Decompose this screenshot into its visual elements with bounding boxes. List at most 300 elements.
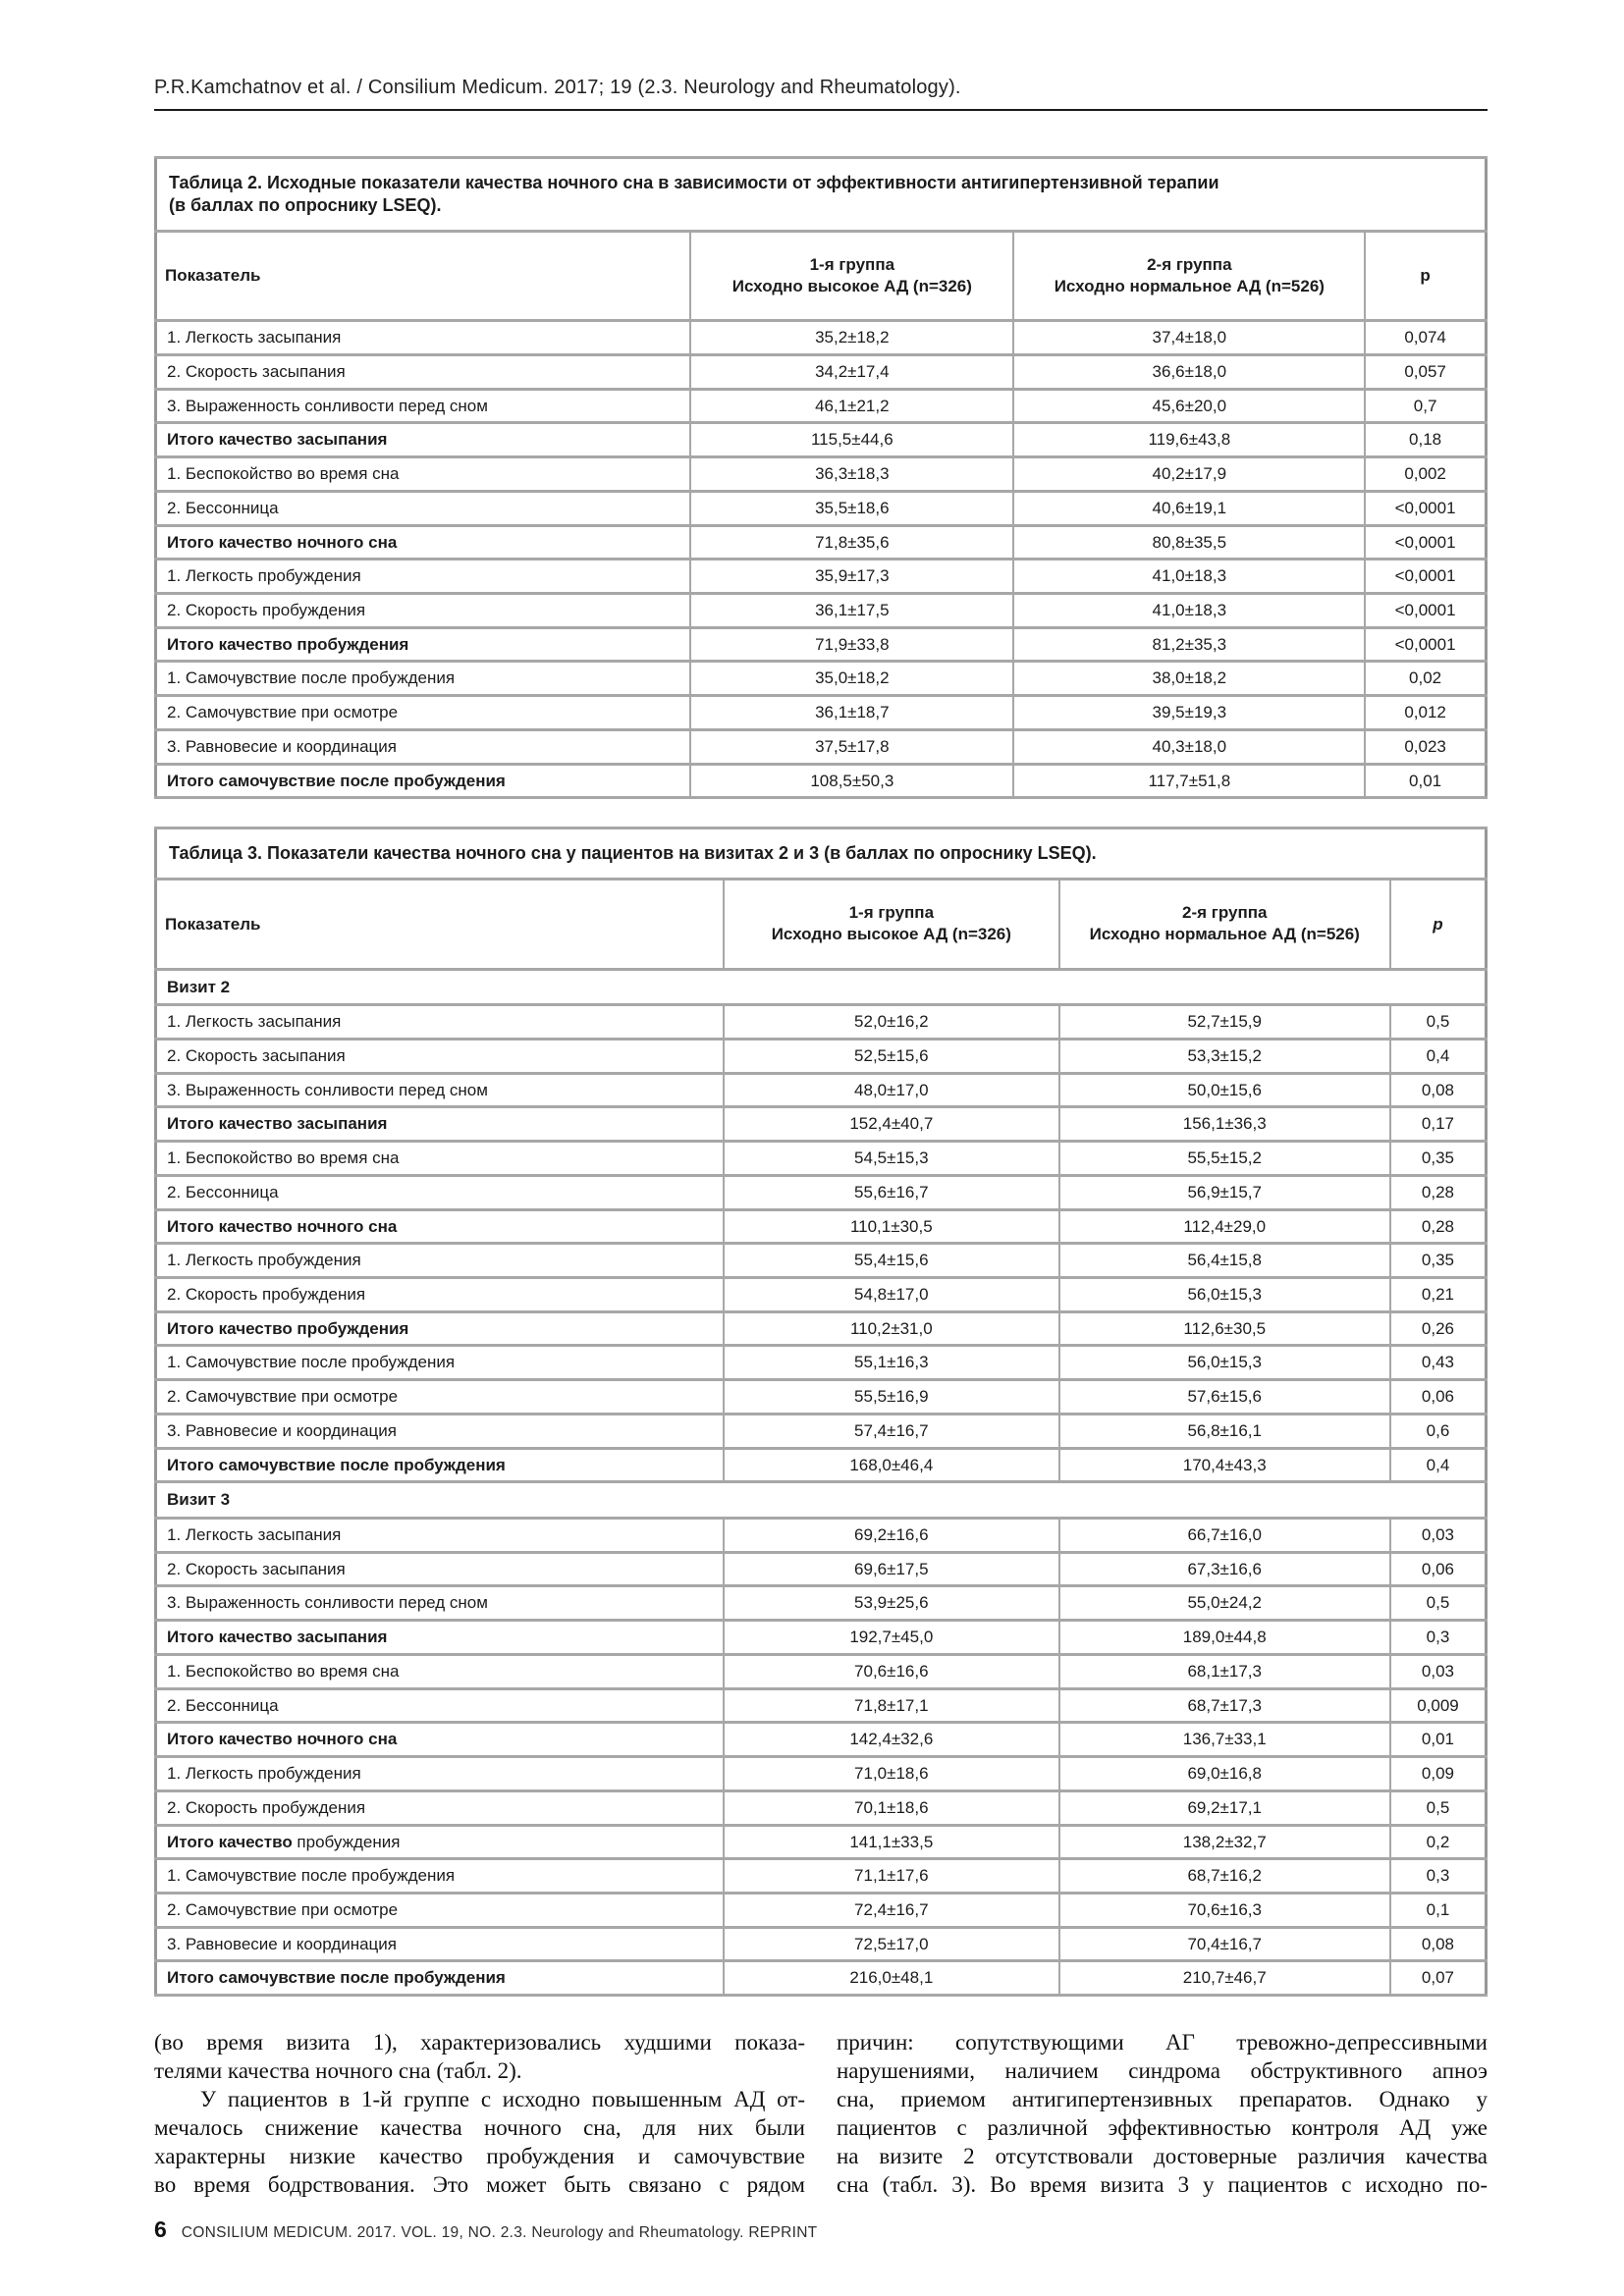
group2-value-cell: 69,2±17,1: [1059, 1790, 1390, 1825]
row-label: 1. Беспокойство во время сна: [167, 1661, 400, 1681]
table-row: [156, 1380, 1487, 1415]
column-header-indicator: Показатель: [156, 232, 691, 321]
group1-value-cell: 72,5±17,0: [724, 1927, 1058, 1961]
section-label-cell: Визит 3: [156, 1482, 1487, 1519]
row-label: 2. Бессонница: [167, 1182, 279, 1201]
group2-description: Исходно нормальное АД (n=526): [1089, 925, 1360, 944]
group2-value-cell: 40,2±17,9: [1013, 457, 1365, 492]
group1-value-cell: 110,1±30,5: [724, 1209, 1058, 1244]
row-label-cell: [156, 423, 691, 457]
p-value-cell: 0,4: [1390, 1448, 1487, 1482]
row-label-cell: [156, 1414, 725, 1448]
group2-value-cell: 117,7±51,8: [1013, 764, 1365, 798]
row-label: 2. Скорость засыпания: [167, 1045, 346, 1065]
p-value-cell: 0,2: [1390, 1825, 1487, 1859]
row-label: 3. Выраженность сонливости перед сном: [167, 1593, 488, 1613]
p-value-cell: <0,0001: [1365, 560, 1486, 594]
p-value-cell: <0,0001: [1365, 491, 1486, 525]
row-label: 2. Бессонница: [167, 498, 279, 517]
p-value-cell: 0,03: [1390, 1654, 1487, 1688]
row-label: 1. Легкость засыпания: [167, 1012, 342, 1032]
group2-value-cell: 170,4±43,3: [1059, 1448, 1390, 1482]
page-footer: [154, 2216, 817, 2243]
row-label-cell: [156, 1244, 725, 1278]
table-3-title-cell: [156, 828, 1487, 880]
p-value-cell: 0,5: [1390, 1586, 1487, 1621]
row-label-cell: [156, 1757, 725, 1791]
table-row: [156, 1448, 1487, 1482]
table-row: [156, 1414, 1487, 1448]
p-value-cell: 0,09: [1390, 1757, 1487, 1791]
table-row: [156, 389, 1487, 423]
group1-value-cell: 192,7±45,0: [724, 1621, 1058, 1655]
group2-value-cell: 210,7±46,7: [1059, 1961, 1390, 1996]
p-value-cell: <0,0001: [1365, 525, 1486, 560]
group2-value-cell: 119,6±43,8: [1013, 423, 1365, 457]
table-row: [156, 1893, 1487, 1927]
p-value-cell: 0,012: [1365, 696, 1486, 730]
table-row: [156, 1757, 1487, 1791]
group1-value-cell: 115,5±44,6: [690, 423, 1013, 457]
group2-value-cell: 55,0±24,2: [1059, 1586, 1390, 1621]
table-row: [156, 1790, 1487, 1825]
table-2-title-row: [156, 158, 1487, 232]
row-label-cell: [156, 1039, 725, 1073]
group1-value-cell: 152,4±40,7: [724, 1107, 1058, 1142]
column-header-group1: [724, 880, 1058, 969]
table-row: [156, 729, 1487, 764]
group2-value-cell: 36,6±18,0: [1013, 354, 1365, 389]
row-label: 1. Легкость пробуждения: [167, 1764, 361, 1784]
row-label: 2. Самочувствие при осмотре: [167, 1899, 399, 1919]
group1-value-cell: 55,1±16,3: [724, 1346, 1058, 1380]
row-label-cell: [156, 1448, 725, 1482]
table-row: [156, 696, 1487, 730]
table-row: [156, 1586, 1487, 1621]
p-value-cell: 0,43: [1390, 1346, 1487, 1380]
group1-value-cell: 168,0±46,4: [724, 1448, 1058, 1482]
group2-value-cell: 56,0±15,3: [1059, 1278, 1390, 1312]
group2-value-cell: 156,1±36,3: [1059, 1107, 1390, 1142]
row-label: Итого качество засыпания: [167, 1628, 388, 1647]
table-row: [156, 321, 1487, 355]
row-label-cell: [156, 560, 691, 594]
row-label: Итого качество ночного сна: [167, 532, 398, 552]
group1-value-cell: 55,5±16,9: [724, 1380, 1058, 1415]
table-row: [156, 1859, 1487, 1894]
group1-value-cell: 52,5±15,6: [724, 1039, 1058, 1073]
row-label-cell: [156, 1380, 725, 1415]
p-value-cell: 0,06: [1390, 1552, 1487, 1586]
page-number: 6: [154, 2216, 167, 2242]
row-label-cell: [156, 1893, 725, 1927]
table-2: [154, 156, 1488, 799]
row-label-cell: [156, 1278, 725, 1312]
table-row: [156, 1278, 1487, 1312]
column-header-indicator: Показатель: [156, 880, 725, 969]
group2-value-cell: 70,6±16,3: [1059, 1893, 1390, 1927]
table-row: [156, 1654, 1487, 1688]
p-value-cell: 0,08: [1390, 1073, 1487, 1107]
group1-value-cell: 69,2±16,6: [724, 1519, 1058, 1553]
row-label: 2. Скорость пробуждения: [167, 1797, 366, 1817]
table-row: [156, 457, 1487, 492]
row-label: 1. Самочувствие после пробуждения: [167, 1353, 456, 1372]
row-label: 2. Самочувствие при осмотре: [167, 1387, 399, 1407]
p-value-cell: 0,4: [1390, 1039, 1487, 1073]
row-label-cell: [156, 525, 691, 560]
p-value-cell: 0,5: [1390, 1005, 1487, 1040]
group1-value-cell: 70,1±18,6: [724, 1790, 1058, 1825]
row-label-cell: [156, 1209, 725, 1244]
group2-value-cell: 112,6±30,5: [1059, 1311, 1390, 1346]
p-value-cell: 0,02: [1365, 662, 1486, 696]
table-row: [156, 594, 1487, 628]
row-label-cell: [156, 1654, 725, 1688]
group2-value-cell: 68,1±17,3: [1059, 1654, 1390, 1688]
group1-value-cell: 71,0±18,6: [724, 1757, 1058, 1791]
p-value-cell: 0,6: [1390, 1414, 1487, 1448]
group1-value-cell: 71,1±17,6: [724, 1859, 1058, 1894]
p-value-cell: 0,023: [1365, 729, 1486, 764]
group1-name: 1-я группа: [809, 255, 895, 275]
row-label-cell: [156, 1005, 725, 1040]
group2-value-cell: 70,4±16,7: [1059, 1927, 1390, 1961]
group2-name: 2-я группа: [1147, 255, 1232, 275]
table-row: [156, 1825, 1487, 1859]
row-label: Итого качество засыпания: [167, 1114, 388, 1134]
body-text-line: характерны низкие качество пробуждения и самочувствие: [154, 2144, 805, 2169]
p-value-cell: 0,28: [1390, 1209, 1487, 1244]
p-value-cell: 0,01: [1390, 1723, 1487, 1757]
group1-value-cell: 35,5±18,6: [690, 491, 1013, 525]
row-label-cell: [156, 1107, 725, 1142]
table-section-row: [156, 969, 1487, 1005]
group1-value-cell: 37,5±17,8: [690, 729, 1013, 764]
row-label: 2. Скорость пробуждения: [167, 601, 366, 619]
p-value-cell: <0,0001: [1365, 594, 1486, 628]
row-label: Итого самочувствие после пробуждения: [167, 771, 506, 790]
row-label-cell: [156, 1790, 725, 1825]
table-title-line: Таблица 3. Показатели качества ночного сна у пациентов на визитах 2 и 3 (в баллах по опроснику LSEQ).: [169, 843, 1097, 864]
group1-value-cell: 36,1±17,5: [690, 594, 1013, 628]
group1-value-cell: 52,0±16,2: [724, 1005, 1058, 1040]
row-label-cell: [156, 729, 691, 764]
group1-value-cell: 35,0±18,2: [690, 662, 1013, 696]
header-rule: [154, 109, 1488, 111]
group1-value-cell: 34,2±17,4: [690, 354, 1013, 389]
table-row: [156, 1244, 1487, 1278]
group2-value-cell: 40,6±19,1: [1013, 491, 1365, 525]
row-label: 2. Скорость засыпания: [167, 361, 346, 381]
table-row: [156, 1039, 1487, 1073]
table-row: [156, 1311, 1487, 1346]
group1-value-cell: 54,5±15,3: [724, 1142, 1058, 1176]
p-value-cell: 0,35: [1390, 1142, 1487, 1176]
running-head: P.R.Kamchatnov et al. / Consilium Medicum. 2017; 19 (2.3. Neurology and Rheumatology).: [154, 77, 961, 98]
group2-value-cell: 56,8±16,1: [1059, 1414, 1390, 1448]
group1-value-cell: 108,5±50,3: [690, 764, 1013, 798]
table-row: [156, 1723, 1487, 1757]
p-value-cell: 0,18: [1365, 423, 1486, 457]
column-header-group2: [1059, 880, 1390, 969]
row-label-cell: [156, 1961, 725, 1996]
table-row: [156, 491, 1487, 525]
row-label-cell: [156, 1825, 725, 1859]
row-label: 1. Самочувствие после пробуждения: [167, 1866, 456, 1886]
table-3-title-row: [156, 828, 1487, 880]
row-label: 1. Беспокойство во время сна: [167, 1148, 400, 1168]
table-3: [154, 827, 1488, 1997]
group1-value-cell: 35,9±17,3: [690, 560, 1013, 594]
row-label: Итого качество пробуждения: [167, 1318, 409, 1338]
row-label-cell: [156, 491, 691, 525]
row-label-cell: [156, 1723, 725, 1757]
table-title-line: (в баллах по опроснику LSEQ).: [169, 195, 442, 216]
group1-value-cell: 48,0±17,0: [724, 1073, 1058, 1107]
group1-value-cell: 35,2±18,2: [690, 321, 1013, 355]
row-label: 3. Выраженность сонливости перед сном: [167, 396, 488, 415]
column-header-group1: [690, 232, 1013, 321]
p-value-cell: 0,002: [1365, 457, 1486, 492]
group2-description: Исходно нормальное АД (n=526): [1054, 277, 1325, 296]
group2-value-cell: 56,0±15,3: [1059, 1346, 1390, 1380]
row-label: 1. Легкость засыпания: [167, 328, 342, 347]
journal-footer-line: CONSILIUM MEDICUM. 2017. VOL. 19, NO. 2.3. Neurology and Rheumatology. REPRINT: [181, 2224, 818, 2241]
group2-value-cell: 112,4±29,0: [1059, 1209, 1390, 1244]
table-row: [156, 1073, 1487, 1107]
group1-value-cell: 110,2±31,0: [724, 1311, 1058, 1346]
body-text-line: мечалось снижение качества ночного сна, для них были: [154, 2115, 805, 2141]
page-content: [154, 0, 1488, 2199]
group2-value-cell: 69,0±16,8: [1059, 1757, 1390, 1791]
group2-value-cell: 57,6±15,6: [1059, 1380, 1390, 1415]
row-label-cell: [156, 389, 691, 423]
row-label: Итого самочувствие после пробуждения: [167, 1968, 506, 1988]
group1-value-cell: 36,1±18,7: [690, 696, 1013, 730]
row-label-cell: [156, 1073, 725, 1107]
p-value-cell: 0,35: [1390, 1244, 1487, 1278]
group2-value-cell: 37,4±18,0: [1013, 321, 1365, 355]
p-value-cell: 0,17: [1390, 1107, 1487, 1142]
row-label-cell: [156, 1552, 725, 1586]
group2-value-cell: 136,7±33,1: [1059, 1723, 1390, 1757]
p-value-cell: 0,08: [1390, 1927, 1487, 1961]
table-row: [156, 525, 1487, 560]
column-header-p-value: p: [1390, 880, 1487, 969]
p-value-cell: <0,0001: [1365, 627, 1486, 662]
p-value-cell: 0,3: [1390, 1859, 1487, 1894]
article-body: [154, 2028, 1488, 2199]
group2-value-cell: 67,3±16,6: [1059, 1552, 1390, 1586]
group2-value-cell: 80,8±35,5: [1013, 525, 1365, 560]
table-row: [156, 1621, 1487, 1655]
p-value-cell: 0,5: [1390, 1790, 1487, 1825]
row-label: 3. Равновесие и координация: [167, 736, 397, 756]
group1-description: Исходно высокое АД (n=326): [771, 925, 1011, 944]
row-label-cell: [156, 1142, 725, 1176]
table-title-line: Таблица 2. Исходные показатели качества ночного сна в зависимости от эффективности антигипертензивной терапии: [169, 173, 1219, 192]
group1-value-cell: 53,9±25,6: [724, 1586, 1058, 1621]
table-row: [156, 662, 1487, 696]
row-label: 1. Легкость пробуждения: [167, 566, 361, 586]
row-label-cell: [156, 1859, 725, 1894]
p-value-cell: 0,07: [1390, 1961, 1487, 1996]
table-row: [156, 1107, 1487, 1142]
body-text-line: сна (табл. 3). Во время визита 3 у пациентов с исходно по-: [837, 2172, 1488, 2198]
group1-value-cell: 72,4±16,7: [724, 1893, 1058, 1927]
group2-value-cell: 45,6±20,0: [1013, 389, 1365, 423]
p-value-cell: 0,1: [1390, 1893, 1487, 1927]
row-label: 1. Легкость засыпания: [167, 1525, 342, 1545]
group1-value-cell: 55,4±15,6: [724, 1244, 1058, 1278]
table-row: [156, 1346, 1487, 1380]
row-label-cell: [156, 1175, 725, 1209]
row-label: 2. Бессонница: [167, 1695, 279, 1715]
table-section-row: [156, 1482, 1487, 1519]
row-label: Итого качество ночного сна: [167, 1216, 398, 1236]
group1-value-cell: 57,4±16,7: [724, 1414, 1058, 1448]
table-row: [156, 1142, 1487, 1176]
body-text-line: сна, приемом антигипертензивных препаратов. Однако у: [837, 2087, 1488, 2112]
group2-value-cell: 41,0±18,3: [1013, 594, 1365, 628]
table-row: [156, 1005, 1487, 1040]
table-row: [156, 1175, 1487, 1209]
group1-value-cell: 71,9±33,8: [690, 627, 1013, 662]
row-label: 3. Выраженность сонливости перед сном: [167, 1080, 488, 1099]
group2-value-cell: 68,7±16,2: [1059, 1859, 1390, 1894]
column-header-p-value: р: [1365, 232, 1486, 321]
p-value-cell: 0,057: [1365, 354, 1486, 389]
p-value-cell: 0,21: [1390, 1278, 1487, 1312]
row-label-cell: [156, 1311, 725, 1346]
body-text-line: У пациентов в 1-й группе с исходно повышенным АД от-: [154, 2087, 806, 2112]
table-3-header-row: [156, 880, 1487, 969]
row-label-cell: [156, 662, 691, 696]
p-value-cell: 0,26: [1390, 1311, 1487, 1346]
row-label: 2. Скорость пробуждения: [167, 1285, 366, 1304]
group2-value-cell: 39,5±19,3: [1013, 696, 1365, 730]
group2-value-cell: 50,0±15,6: [1059, 1073, 1390, 1107]
p-value-cell: 0,074: [1365, 321, 1486, 355]
group1-description: Исходно высокое АД (n=326): [731, 277, 972, 296]
row-label-cell: [156, 696, 691, 730]
row-label-cell: [156, 457, 691, 492]
body-text-line: на визите 2 отсутствовали достоверные различия качества: [837, 2144, 1488, 2169]
row-label-cell: [156, 1346, 725, 1380]
row-label: 1. Беспокойство во время сна: [167, 464, 400, 484]
group2-value-cell: 56,9±15,7: [1059, 1175, 1390, 1209]
group1-value-cell: 55,6±16,7: [724, 1175, 1058, 1209]
group1-value-cell: 54,8±17,0: [724, 1278, 1058, 1312]
section-label-cell: Визит 2: [156, 969, 1487, 1005]
table-2-header-row: [156, 232, 1487, 321]
row-label-cell: [156, 1688, 725, 1723]
p-value-cell: 0,28: [1390, 1175, 1487, 1209]
row-label-cell: [156, 764, 691, 798]
body-column-left: [154, 2028, 805, 2199]
table-row: [156, 1688, 1487, 1723]
row-label-cell: [156, 1519, 725, 1553]
row-label: 3. Равновесие и координация: [167, 1420, 397, 1440]
body-text-line: нарушениями, наличием синдрома обструктивного апноэ: [837, 2058, 1488, 2084]
table-row: [156, 560, 1487, 594]
table-row: [156, 1961, 1487, 1996]
row-label-cell: [156, 1621, 725, 1655]
p-value-cell: 0,01: [1365, 764, 1486, 798]
group2-value-cell: 38,0±18,2: [1013, 662, 1365, 696]
group1-name: 1-я группа: [848, 903, 935, 923]
body-text-line: пациентов с различной эффективностью контроля АД уже: [837, 2115, 1488, 2141]
group2-value-cell: 53,3±15,2: [1059, 1039, 1390, 1073]
body-text-line: во время бодрствования. Это может быть связано с рядом: [154, 2172, 805, 2198]
row-label: 2. Скорость засыпания: [167, 1559, 346, 1578]
body-column-right: [837, 2028, 1488, 2199]
group1-value-cell: 216,0±48,1: [724, 1961, 1058, 1996]
table-2-title-cell: [156, 158, 1487, 232]
group1-value-cell: 46,1±21,2: [690, 389, 1013, 423]
group2-name: 2-я группа: [1182, 903, 1268, 923]
row-label: Итого самочувствие после пробуждения: [167, 1455, 506, 1474]
table-row: [156, 1209, 1487, 1244]
table-row: [156, 354, 1487, 389]
p-value-cell: 0,06: [1390, 1380, 1487, 1415]
group1-value-cell: 69,6±17,5: [724, 1552, 1058, 1586]
row-label: Итого качество пробуждения: [167, 634, 409, 654]
row-label: 1. Самочувствие после пробуждения: [167, 668, 456, 688]
p-value-cell: 0,3: [1390, 1621, 1487, 1655]
group1-value-cell: 36,3±18,3: [690, 457, 1013, 492]
group2-value-cell: 138,2±32,7: [1059, 1825, 1390, 1859]
row-label-cell: [156, 594, 691, 628]
row-label-suffix: пробуждения: [292, 1832, 401, 1851]
row-label-cell: [156, 1927, 725, 1961]
row-label-cell: [156, 354, 691, 389]
group2-value-cell: 40,3±18,0: [1013, 729, 1365, 764]
p-value-cell: 0,7: [1365, 389, 1486, 423]
table-row: [156, 1552, 1487, 1586]
column-header-group2: [1013, 232, 1365, 321]
group1-value-cell: 71,8±35,6: [690, 525, 1013, 560]
p-value-cell: 0,009: [1390, 1688, 1487, 1723]
row-label: 3. Равновесие и координация: [167, 1934, 397, 1953]
row-label: 2. Самочувствие при осмотре: [167, 703, 399, 722]
row-label-cell: [156, 627, 691, 662]
table-row: [156, 1927, 1487, 1961]
row-label: Итого качество ночного сна: [167, 1730, 398, 1749]
row-label: Итого качество засыпания: [167, 430, 388, 450]
group1-value-cell: 142,4±32,6: [724, 1723, 1058, 1757]
group2-value-cell: 52,7±15,9: [1059, 1005, 1390, 1040]
group2-value-cell: 66,7±16,0: [1059, 1519, 1390, 1553]
body-text-line: причин: сопутствующими АГ тревожно-депрессивными: [837, 2030, 1488, 2056]
group2-value-cell: 189,0±44,8: [1059, 1621, 1390, 1655]
table-row: [156, 764, 1487, 798]
body-text-line: телями качества ночного сна (табл. 2).: [154, 2058, 522, 2084]
row-label: Итого качество: [167, 1832, 293, 1851]
group1-value-cell: 70,6±16,6: [724, 1654, 1058, 1688]
table-row: [156, 1519, 1487, 1553]
group1-value-cell: 71,8±17,1: [724, 1688, 1058, 1723]
group2-value-cell: 56,4±15,8: [1059, 1244, 1390, 1278]
group1-value-cell: 141,1±33,5: [724, 1825, 1058, 1859]
group2-value-cell: 68,7±17,3: [1059, 1688, 1390, 1723]
body-text-line: (во время визита 1), характеризовались худшими показа-: [154, 2030, 805, 2056]
group2-value-cell: 55,5±15,2: [1059, 1142, 1390, 1176]
group2-value-cell: 41,0±18,3: [1013, 560, 1365, 594]
row-label-cell: [156, 1586, 725, 1621]
p-value-cell: 0,03: [1390, 1519, 1487, 1553]
